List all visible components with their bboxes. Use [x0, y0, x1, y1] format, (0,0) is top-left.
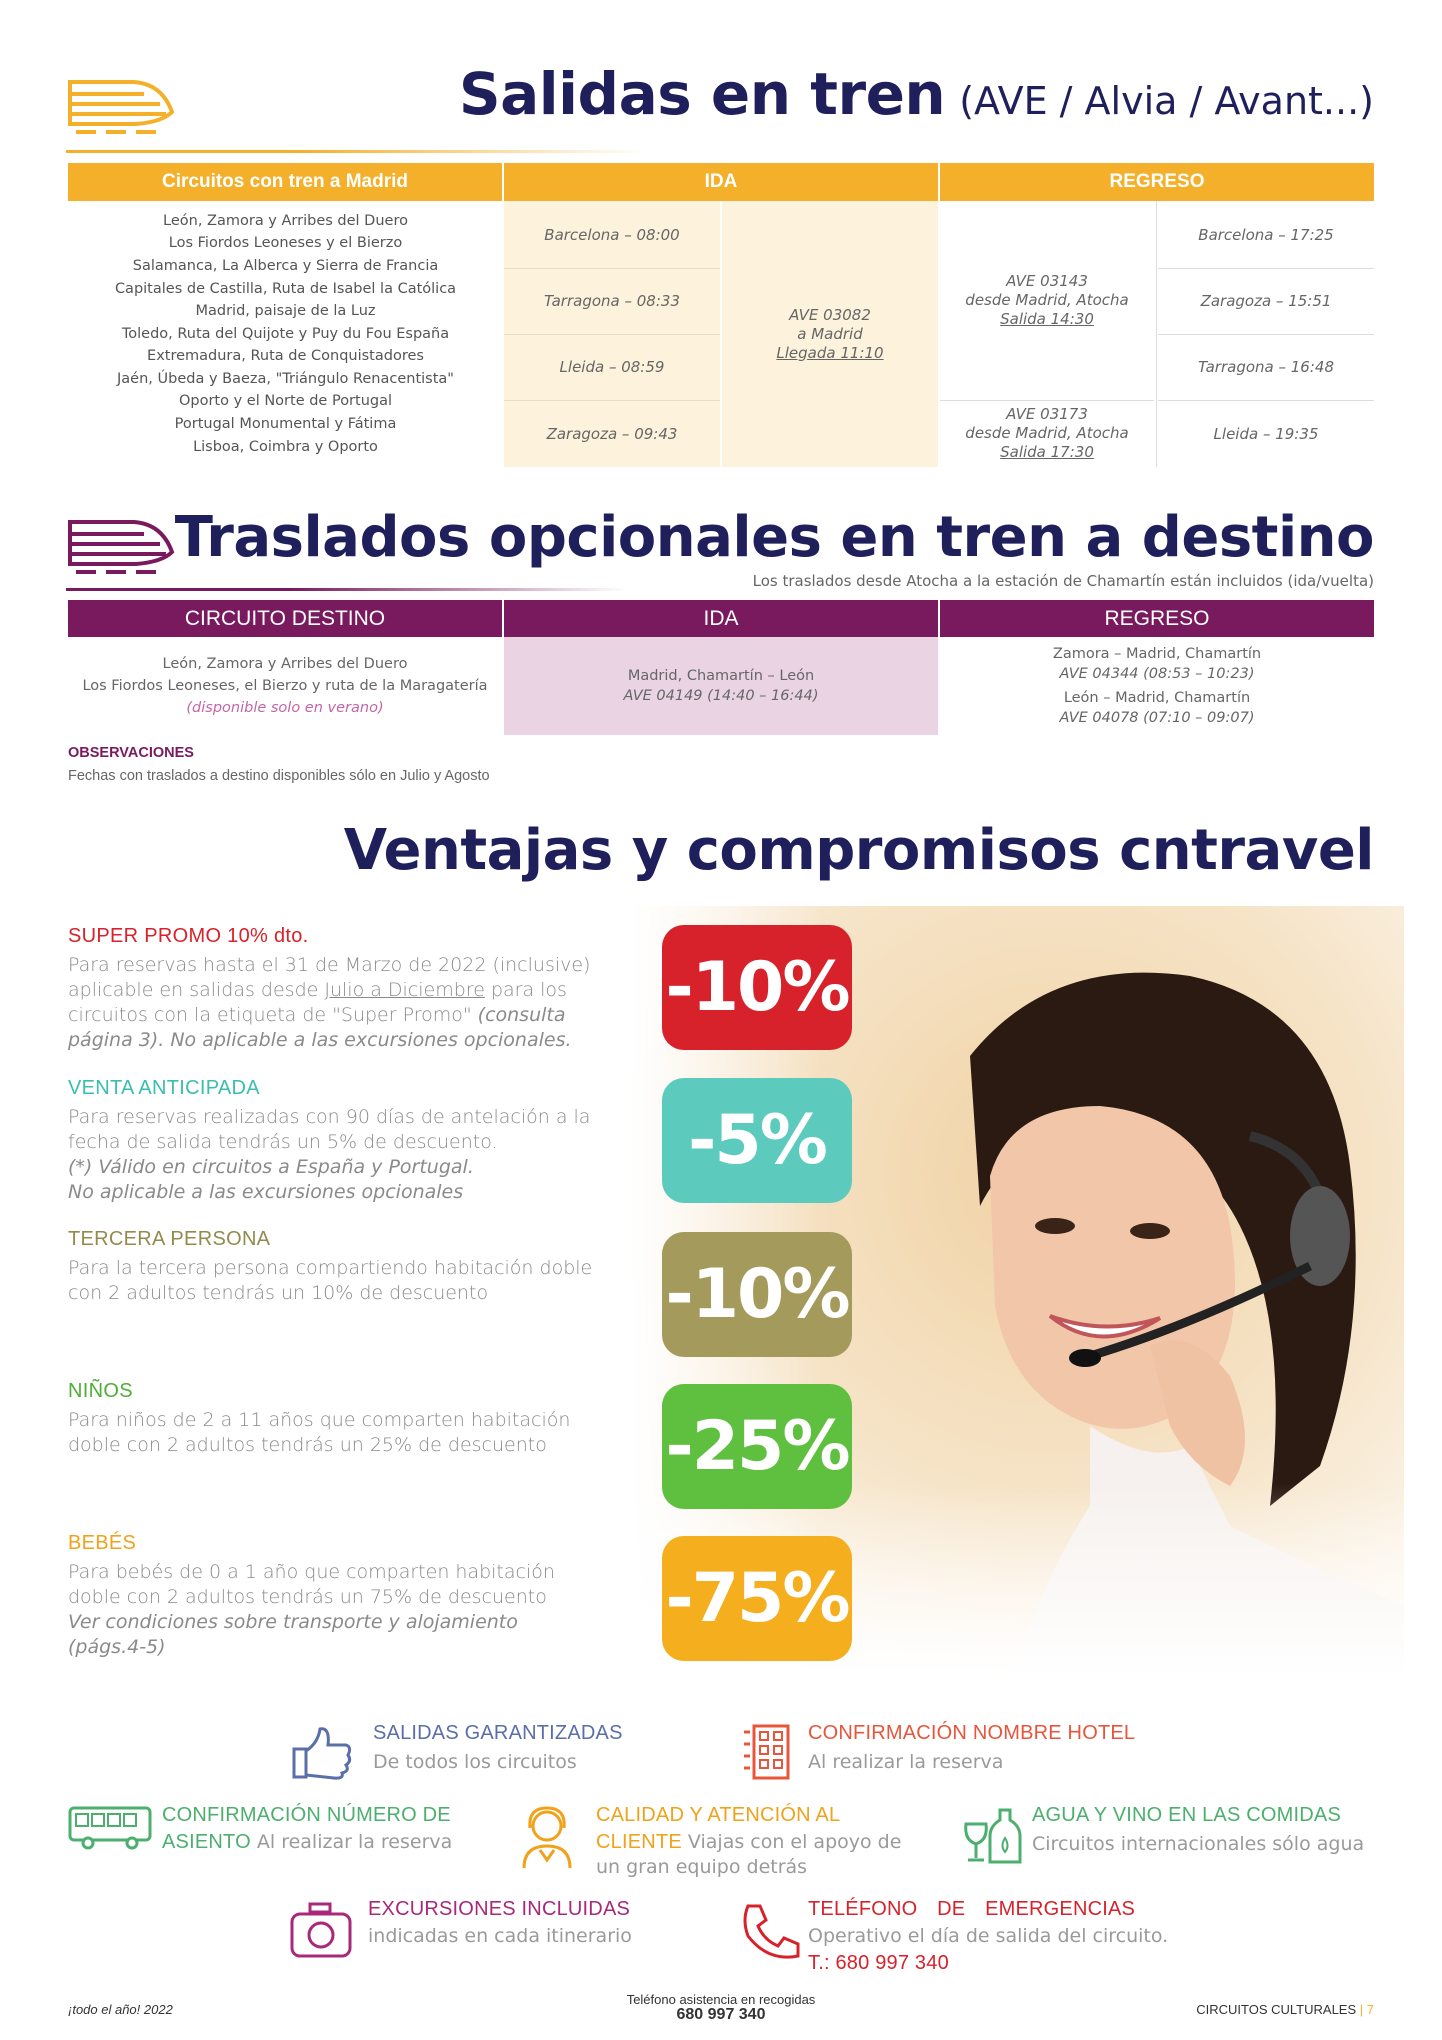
feature-title: CALIDAD Y ATENCIÓN AL — [596, 1804, 841, 1826]
circuit-item: Lisboa, Coimbra y Oporto — [193, 438, 378, 455]
footer-right — [1196, 2002, 1374, 2017]
feature-title: SALIDAS GARANTIZADAS — [373, 1722, 623, 1744]
circuit-item: Capitales de Castilla, Ruta de Isabel la Católica — [114, 280, 457, 297]
ida-train-arrival: Llegada 11:10 — [776, 343, 884, 362]
footer-left: ¡todo el año! 2022 — [68, 2002, 173, 2017]
ventaja-link: Julio a Diciembre — [324, 979, 485, 1001]
hotel-icon — [742, 1722, 792, 1782]
ventaja-text: página 3). No aplicable a las excursiones opcionales. — [68, 1029, 572, 1051]
thumbs-up-icon — [290, 1723, 354, 1781]
footer-separator: | — [1356, 2002, 1367, 2017]
section2-title: Traslados opcionales en tren a destino — [174, 505, 1374, 570]
vertical-divider — [1156, 201, 1157, 467]
ida-departure: Zaragoza – 09:43 — [546, 424, 678, 443]
ida-line: Madrid, Chamartín – León — [627, 668, 815, 684]
discount-badge: -75% — [662, 1536, 852, 1661]
feature-title: TELÉFONO DE EMERGENCIAS — [808, 1898, 1136, 1920]
ventaja-line: Para reservas hasta el 31 de Marzo de 2022 (inclusive) — [68, 954, 591, 976]
feature-text: Viajas con el apoyo de — [681, 1831, 902, 1853]
section3-title: Ventajas y compromisos cntravel — [343, 818, 1374, 883]
ventaja-text: (consulta — [477, 1004, 566, 1026]
ventaja-line: doble con 2 adultos tendrás un 75% de descuento — [68, 1586, 547, 1608]
ventaja-line: Para reservas realizadas con 90 días de antelación a la — [68, 1106, 591, 1128]
feature-title: CONFIRMACIÓN NÚMERO DE — [162, 1804, 451, 1826]
section2-note: Los traslados desde Atocha a la estación de Chamartín están incluidos (ida/vuelta) — [752, 572, 1374, 590]
observaciones-title: OBSERVACIONES — [68, 745, 194, 761]
feature-text: indicadas en cada itinerario — [368, 1925, 632, 1947]
feature-text: Al realizar la reserva — [250, 1831, 453, 1853]
regreso-line: AVE 04344 (08:53 – 10:23) — [1059, 666, 1255, 682]
ida-train-line: AVE 03082 — [789, 305, 871, 324]
regreso-line: León – Madrid, Chamartín — [1063, 690, 1251, 706]
ida-train-line: a Madrid — [797, 324, 863, 343]
regreso-line: Zamora – Madrid, Chamartín — [1052, 646, 1262, 662]
feature-text: Al realizar la reserva — [808, 1751, 1004, 1773]
circuit-item: Oporto y el Norte de Portugal — [178, 393, 393, 410]
ventaja-line: con 2 adultos tendrás un 10% de descuento — [68, 1282, 489, 1304]
ida-train — [722, 201, 938, 467]
ventaja-line — [68, 1610, 555, 1635]
destino-availability: (disponible solo en verano) — [186, 700, 384, 716]
support-agent-icon — [518, 1804, 576, 1870]
ventaja-title: SUPER PROMO 10% dto. — [68, 925, 309, 947]
ventaja-body — [68, 953, 590, 1053]
ventaja-text: circuitos con la etiqueta de "Super Promo" — [68, 1004, 478, 1026]
ventaja-line: doble con 2 adultos tendrás un 25% de descuento — [68, 1434, 547, 1456]
ida-departure: Lleida – 08:59 — [559, 358, 665, 376]
title-underline — [66, 588, 626, 591]
ventaja-body — [68, 1105, 590, 1205]
train-icon — [66, 72, 176, 144]
ventaja-line: Para la tercera persona compartiendo habitación doble — [68, 1257, 593, 1279]
ventaja-text: (*) Válido en circuitos a España y Portugal. — [68, 1156, 474, 1178]
circuit-item: Jaén, Úbeda y Baeza, "Triángulo Renacentista" — [117, 370, 454, 387]
regreso-train-departure: Salida 14:30 — [1000, 310, 1094, 328]
ventaja-line — [68, 1155, 590, 1180]
regreso-arrival: Barcelona – 17:25 — [1198, 225, 1334, 244]
t2-ida — [504, 637, 938, 735]
ventaja-line — [68, 1635, 555, 1660]
t2-header-destino: CIRCUITO DESTINO — [68, 600, 502, 637]
circuit-item: León, Zamora y Arribes del Duero — [163, 212, 408, 229]
ventaja-text: No aplicable a las excursiones opcionales — [68, 1181, 464, 1203]
title-underline — [66, 150, 646, 153]
ventaja-text: (págs.4-5) — [68, 1636, 166, 1658]
ventaja-text: aplicable en salidas desde — [68, 979, 325, 1001]
regreso-train-line: AVE 03173 — [1006, 405, 1088, 423]
feature-text: Circuitos internacionales sólo agua — [1032, 1833, 1365, 1855]
regreso-arrival: Tarragona – 16:48 — [1198, 358, 1334, 376]
discount-badge: -10% — [662, 1232, 852, 1357]
feature-line — [162, 1831, 452, 1854]
ida-departure: Barcelona – 08:00 — [544, 225, 680, 244]
ventaja-line — [68, 1028, 590, 1053]
regreso-train-2 — [940, 400, 1154, 467]
ventaja-title: VENTA ANTICIPADA — [68, 1077, 260, 1099]
ventaja-text: para los — [484, 979, 567, 1001]
ventaja-text: Ver condiciones sobre transporte y alojamiento — [68, 1611, 518, 1633]
t1-header-ida: IDA — [504, 163, 938, 201]
feature-text: De todos los circuitos — [373, 1751, 577, 1773]
ventaja-line — [68, 1180, 590, 1205]
ventaja-body — [68, 1408, 570, 1458]
t2-regreso — [940, 637, 1374, 735]
camera-icon — [290, 1902, 352, 1960]
glass-bottle-icon — [962, 1806, 1024, 1866]
feature-text: Operativo el día de salida del circuito. — [808, 1925, 1169, 1947]
circuit-item: Madrid, paisaje de la Luz — [195, 303, 376, 320]
feature-title: EXCURSIONES INCLUIDAS — [368, 1898, 631, 1920]
t1-header-regreso: REGRESO — [940, 163, 1374, 201]
discount-badge: -25% — [662, 1384, 852, 1509]
phone-icon — [738, 1900, 804, 1966]
ventaja-line — [68, 978, 590, 1003]
observaciones-text: Fechas con traslados a destino disponibles sólo en Julio y Agosto — [68, 768, 490, 784]
feature-title: CONFIRMACIÓN NOMBRE HOTEL — [808, 1722, 1136, 1744]
ventaja-line: Para niños de 2 a 11 años que comparten habitación — [68, 1409, 571, 1431]
regreso-arrival: Lleida – 19:35 — [1213, 424, 1319, 443]
feature-title: ASIENTO — [162, 1831, 251, 1853]
feature-text: un gran equipo detrás — [596, 1856, 808, 1878]
section1-title: Salidas en tren — [458, 60, 946, 128]
destino-line: Los Fiordos Leoneses, el Bierzo y ruta de la Maragatería — [82, 678, 488, 694]
ida-line: AVE 04149 (14:40 – 16:44) — [623, 688, 819, 704]
footer-center-label: Teléfono asistencia en recogidas — [626, 1992, 816, 2007]
regreso-train-departure: Salida 17:30 — [1000, 443, 1094, 461]
bus-icon — [68, 1806, 152, 1850]
discount-badge: -10% — [662, 925, 852, 1050]
ventaja-line — [68, 1003, 590, 1028]
circuit-item: Los Fiordos Leoneses y el Bierzo — [168, 235, 403, 252]
page-number: 7 — [1366, 2002, 1374, 2017]
t1-circuit-list — [68, 201, 503, 467]
feature-title: AGUA Y VINO EN LAS COMIDAS — [1032, 1804, 1341, 1826]
t2-header-ida: IDA — [504, 600, 938, 637]
footer-center — [611, 1992, 831, 2022]
regreso-arrival: Zaragoza – 15:51 — [1200, 292, 1332, 310]
emergency-phone[interactable]: T.: 680 997 340 — [808, 1952, 949, 1974]
circuit-item: Portugal Monumental y Fátima — [174, 416, 397, 433]
feature-title: CLIENTE — [596, 1831, 682, 1853]
footer-center-phone: 680 997 340 — [676, 2006, 766, 2023]
circuit-item: Extremadura, Ruta de Conquistadores — [147, 348, 424, 365]
feature-line — [596, 1831, 901, 1854]
ventaja-title: NIÑOS — [68, 1380, 133, 1402]
t2-destino — [68, 637, 502, 735]
section1-title-row — [459, 60, 1374, 128]
footer-section: CIRCUITOS CULTURALES — [1196, 2002, 1357, 2017]
regreso-train-line: desde Madrid, Atocha — [965, 424, 1129, 442]
train-icon — [66, 512, 176, 584]
section1-subtitle: (AVE / Alvia / Avant...) — [959, 79, 1374, 123]
regreso-train-line: AVE 03143 — [1006, 272, 1088, 290]
regreso-train-1 — [940, 201, 1154, 400]
circuit-item: Salamanca, La Alberca y Sierra de Francia — [132, 257, 439, 274]
t2-header-regreso: REGRESO — [940, 600, 1374, 637]
ventaja-body — [68, 1256, 592, 1306]
ida-departure: Tarragona – 08:33 — [544, 292, 680, 310]
ventaja-title: BEBÉS — [68, 1532, 137, 1554]
ventaja-title: TERCERA PERSONA — [68, 1228, 271, 1250]
regreso-line: AVE 04078 (07:10 – 09:07) — [1059, 710, 1255, 726]
ventaja-line: Para bebés de 0 a 1 año que comparten habitación — [68, 1561, 555, 1583]
ventaja-line: fecha de salida tendrás un 5% de descuento. — [68, 1131, 498, 1153]
t1-header-circuitos: Circuitos con tren a Madrid — [68, 163, 502, 201]
circuit-item: Toledo, Ruta del Quijote y Puy du Fou España — [121, 325, 450, 342]
ventaja-body — [68, 1560, 555, 1660]
discount-badge: -5% — [662, 1078, 852, 1203]
regreso-train-line: desde Madrid, Atocha — [965, 291, 1129, 309]
destino-line: León, Zamora y Arribes del Duero — [162, 656, 408, 672]
